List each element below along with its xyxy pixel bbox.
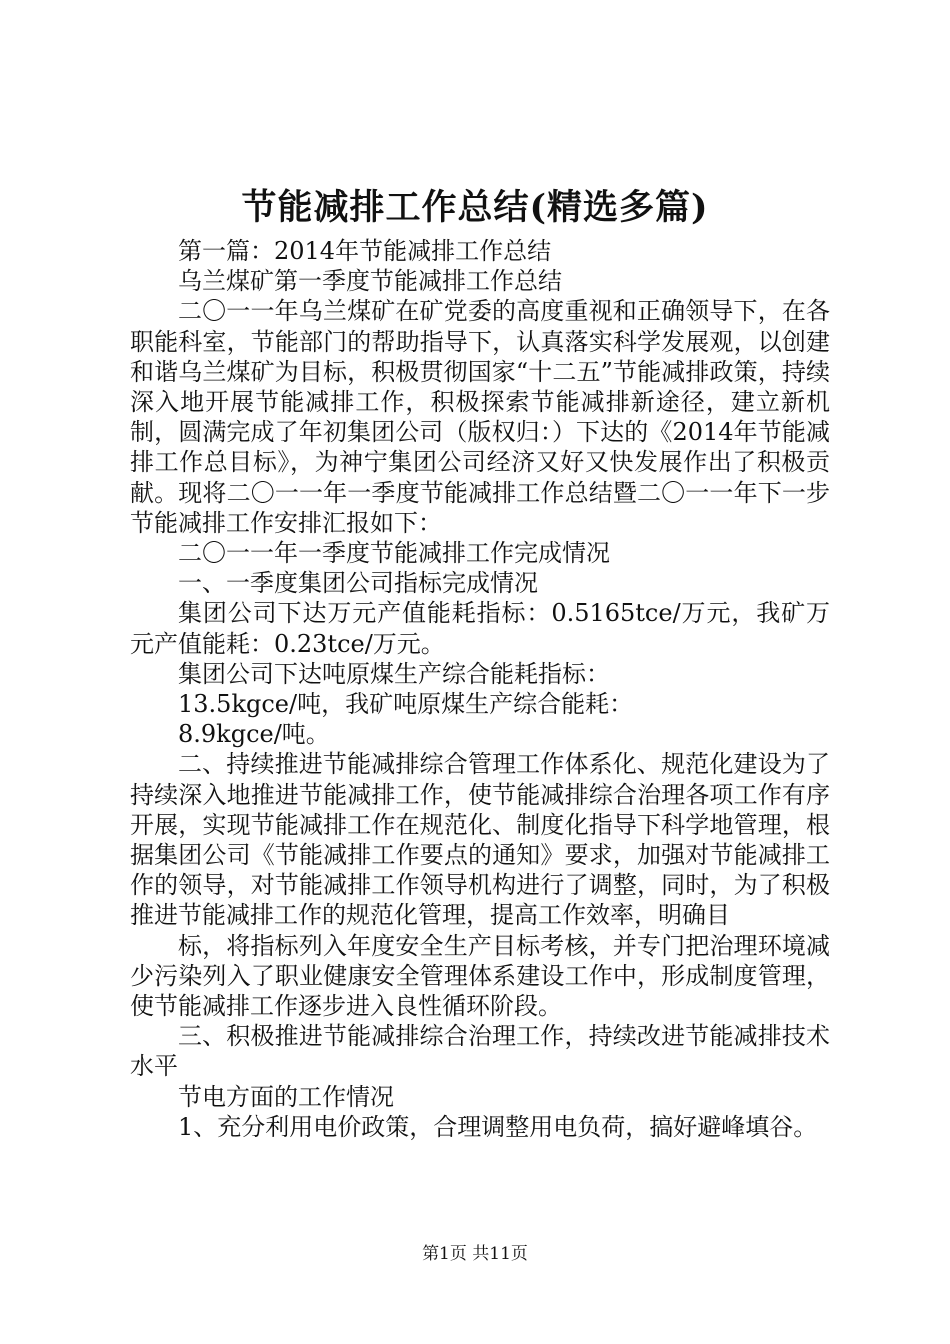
paragraph: 三、积极推进节能减排综合治理工作，持续改进节能减排技术水平	[130, 1022, 830, 1081]
paragraph: 集团公司下达吨原煤生产综合能耗指标：	[178, 659, 610, 688]
paragraph: 集团公司下达万元产值能耗指标：0.5165tce/万元，我矿万元产值能耗：0.23tce/万元。	[130, 599, 830, 658]
paragraph: 13.5kgce/吨，我矿吨原煤生产综合能耗：	[178, 690, 634, 719]
paragraph: 1、充分利用电价政策，合理调整用电负荷，搞好避峰填谷。	[178, 1112, 818, 1141]
paragraph: 二〇一一年一季度节能减排工作完成情况	[178, 539, 610, 568]
paragraph: 第一篇：2014年节能减排工作总结	[178, 237, 552, 265]
paragraph: 节电方面的工作情况	[178, 1082, 394, 1111]
paragraph: 二〇一一年乌兰煤矿在矿党委的高度重视和正确领导下，在各职能科室，节能部门的帮助指导下，认真落实科学发展观，以创建和谐乌兰煤矿为目标，积极贯彻国家“十二五”节能减排政策，持续深入地开展节能减排工作，积极探索节能减排新途径，建立新机制，圆满完成了年初集团公司（版权归：）下达的《2014年节能减排工作总目标》，为神宁集团公司经济又好又快发展作出了积极贡献。现将二〇一一年一季度节能减排工作总结暨二〇一一年下一步节能减排工作安排汇报如下：	[130, 297, 830, 537]
paragraph: 二、持续推进节能减排综合管理工作体系化、规范化建设为了持续深入地推进节能减排工作，使节能减排综合治理各项工作有序开展，实现节能减排工作在规范化、制度化指导下科学地管理，根据集团公司《节能减排工作要点的通知》要求，加强对节能减排工作的领导，对节能减排工作领导机构进行了调整，同时，为了积极推进节能减排工作的规范化管理，提高工作效率，明确目	[130, 750, 830, 930]
paragraph: 一、一季度集团公司指标完成情况	[178, 569, 538, 598]
document-title: 节能减排工作总结(精选多篇)	[241, 187, 709, 228]
paragraph: 8.9kgce/吨。	[178, 720, 330, 749]
paragraph: 乌兰煤矿第一季度节能减排工作总结	[178, 267, 562, 296]
document-body	[130, 236, 830, 1142]
page-footer: 第1页 共11页	[422, 1244, 528, 1264]
paragraph: 标，将指标列入年度安全生产目标考核，并专门把治理环境减少污染列入了职业健康安全管理体系建设工作中，形成制度管理，使节能减排工作逐步进入良性循环阶段。	[130, 931, 830, 1021]
